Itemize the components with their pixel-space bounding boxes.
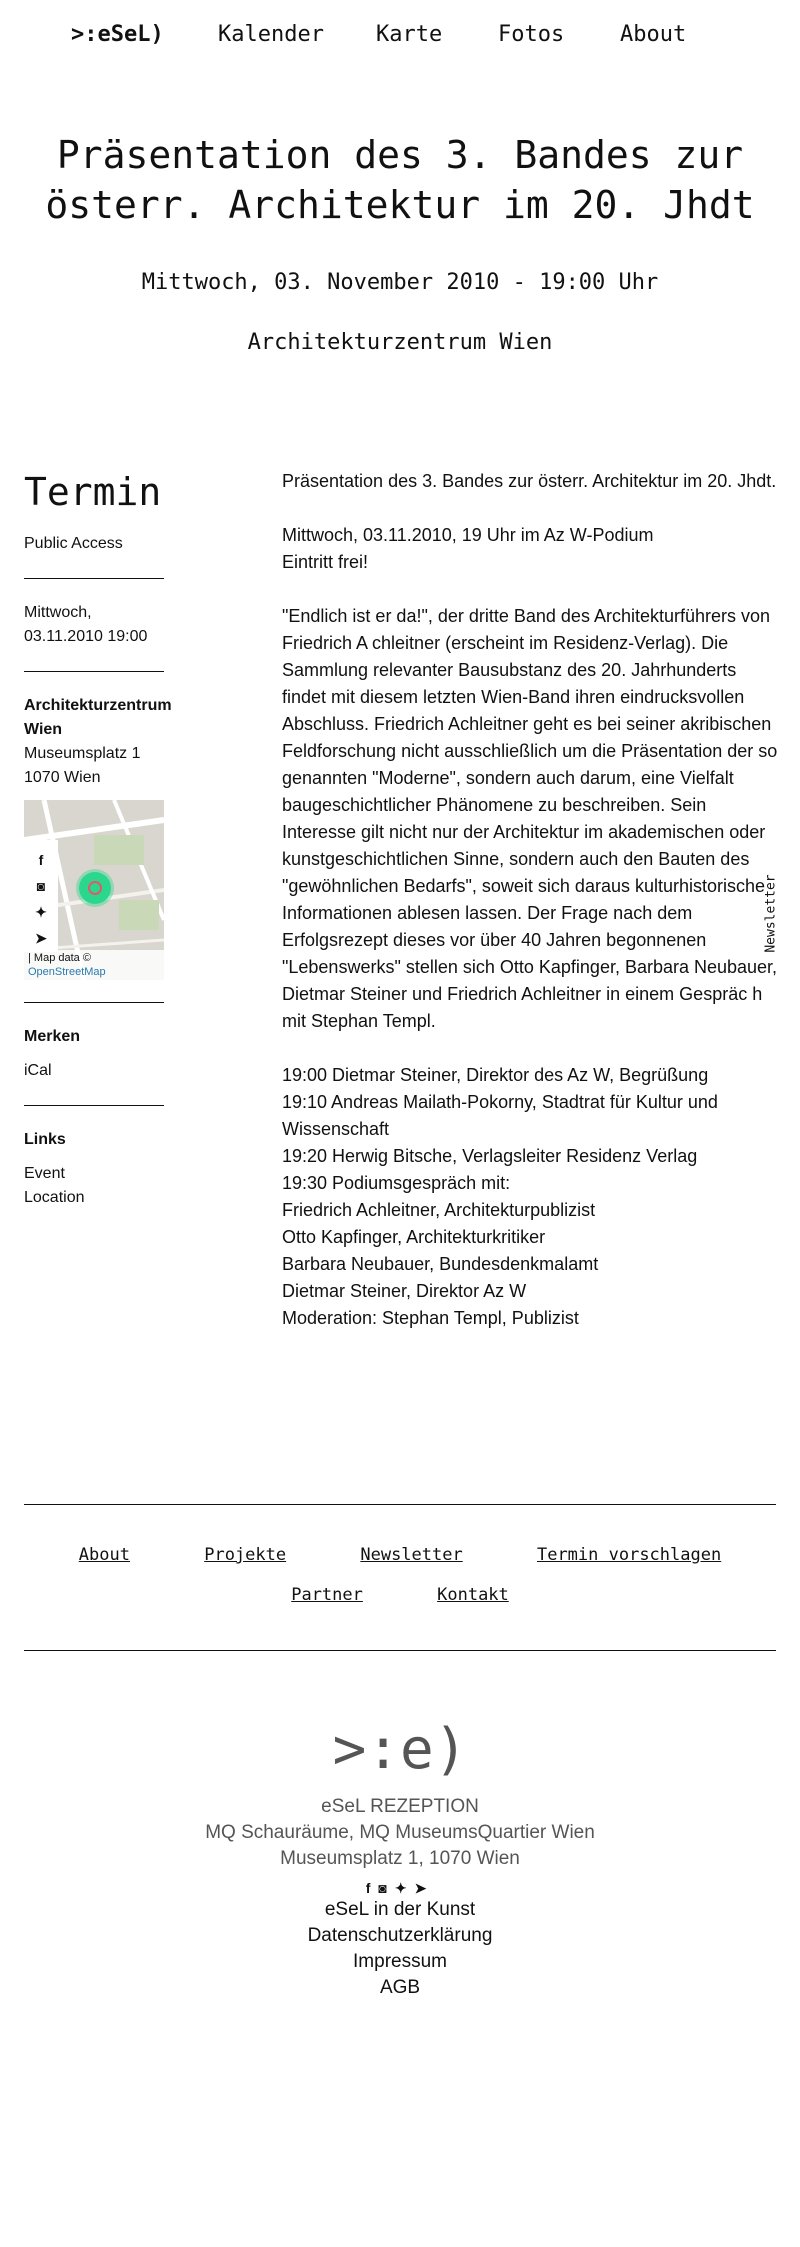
map-marker[interactable]	[79, 872, 111, 904]
footer-org: eSeL REZEPTION	[321, 1796, 479, 1817]
footer-divider	[24, 1650, 776, 1651]
footer-divider	[24, 1504, 776, 1505]
sidebar-heading: Termin	[24, 470, 162, 514]
ical-link[interactable]: iCal	[24, 1062, 52, 1079]
map-attribution	[24, 950, 164, 980]
footer-link-agb[interactable]: AGB	[379, 1977, 421, 1998]
divider	[24, 578, 164, 579]
instagram-icon[interactable]: ◙	[36, 878, 46, 894]
newsletter-tab[interactable]	[760, 870, 780, 960]
event-description	[282, 468, 782, 1359]
map-data-label: | Map data ©	[28, 952, 91, 964]
telegram-icon[interactable]: ➤	[414, 1880, 435, 1896]
osm-link[interactable]: OpenStreetMap	[28, 966, 106, 978]
nav-link-kalender[interactable]: Kalender	[218, 22, 324, 47]
event-link[interactable]: Event	[24, 1165, 65, 1182]
footer-location: MQ Schauräume, MQ MuseumsQuartier Wien	[205, 1822, 595, 1843]
divider	[24, 1002, 164, 1003]
links-heading: Links	[24, 1131, 66, 1148]
divider	[24, 671, 164, 672]
page-title: Präsentation des 3. Bandes zur österr. Architektur im 20. Jhdt	[45, 133, 755, 227]
description-when: Mittwoch, 03.11.2010, 19 Uhr im Az W-Podium Eintritt frei!	[282, 525, 654, 572]
location-link[interactable]: Location	[24, 1189, 85, 1206]
description-program: 19:00 Dietmar Steiner, Direktor des Az W, Begrüßung 19:10 Andreas Mailath-Pokorny, Stadtrat für Kultur und Wissenschaft 19:20 Herwig Bitsche, Verlagsleiter Residenz Verlag 19:30 Podiumsgespräch mit: Friedrich Achleitner, Architekturpublizist Otto Kapfinger, Architekturkritiker Barbara Neubauer, Bundesdenkmalamt Dietmar Steiner, Direktor Az W Moderation: Stephan Templ, Publizist	[282, 1065, 718, 1328]
footer-link-projekte[interactable]: Projekte	[204, 1545, 287, 1565]
location-map[interactable]	[24, 800, 164, 980]
footer-link-partner[interactable]: Partner	[291, 1585, 363, 1605]
footer-link-kontakt[interactable]: Kontakt	[437, 1585, 509, 1605]
site-logo[interactable]: >:eSeL)	[71, 22, 164, 47]
telegram-icon[interactable]: ➤	[35, 930, 47, 946]
merken-heading: Merken	[24, 1028, 81, 1045]
instagram-icon[interactable]: ◙	[378, 1880, 395, 1896]
access-label: Public Access	[24, 535, 123, 552]
event-datetime: Mittwoch, 03. November 2010 - 19:00 Uhr	[141, 270, 659, 295]
footer-link-termin-vorschlagen[interactable]: Termin vorschlagen	[536, 1545, 722, 1565]
venue-name: Architekturzentrum Wien	[24, 697, 172, 738]
description-body: "Endlich ist er da!", der dritte Band des Architekturführers von Friedrich A chleitner (erscheint im Residenz-Verlag). Die Sammlung relevanter Bausubstanz des 20. Jahrhunderts findet mit diesem letzten Wien-Band ihren eindrucksvollen Abschluss. Friedrich Achleitner geht es bei seiner akribischen Feldforschung nicht ausschließlich um die Präsentation der so genannten "Moderne", sondern auch darum, eine Vielfalt baugeschichtlicher Phänomene zu beschreiben. Sein Interesse gilt nicht nur der Architektur im akademischen oder kunstgeschichtlichen Sinne, sondern auch den Bauten des "gewöhnlichen Bedarfs", soweit sich daraus kulturhistorische Informationen ablesen lassen. Der Frage nach dem Erfolgsrezept dieses vor über 40 Jahren begonnenen "Lebenswerks" stellen sich Otto Kapfinger, Barbara Neubauer, Dietmar Steiner und Friedrich Achleitner in einem Gespräc h mit Stephan Templ.	[282, 606, 778, 1031]
footer-nav-row2	[24, 1585, 776, 1605]
twitter-icon[interactable]: ✦	[35, 904, 47, 920]
footer-link-newsletter[interactable]: Newsletter	[360, 1545, 463, 1565]
nav-link-karte[interactable]: Karte	[376, 22, 443, 47]
event-venue: Architekturzentrum Wien	[247, 330, 553, 355]
nav-link-about[interactable]: About	[620, 22, 687, 47]
event-date-line2: 03.11.2010 19:00	[24, 628, 148, 645]
footer-link-kunst[interactable]: eSeL in der Kunst	[324, 1899, 476, 1920]
footer-link-impressum[interactable]: Impressum	[353, 1951, 447, 1972]
event-date-line1: Mittwoch,	[24, 604, 92, 621]
newsletter-tab-label: Newsletter	[763, 874, 779, 953]
divider	[24, 1105, 164, 1106]
floating-social-bar	[24, 840, 58, 952]
nav-link-fotos[interactable]: Fotos	[498, 22, 565, 47]
venue-city: 1070 Wien	[24, 769, 101, 786]
footer-link-about[interactable]: About	[78, 1545, 130, 1565]
description-intro: Präsentation des 3. Bandes zur österr. Architektur im 20. Jhdt.	[282, 471, 777, 491]
footer-nav-row1	[24, 1545, 776, 1565]
event-sidebar	[24, 470, 172, 1210]
footer-link-datenschutz[interactable]: Datenschutzerklärung	[307, 1925, 493, 1946]
facebook-icon[interactable]: f	[38, 852, 44, 868]
footer-logo: >:e)	[332, 1717, 468, 1782]
footer-social	[0, 1880, 800, 1897]
venue-street: Museumsplatz 1	[24, 745, 141, 762]
facebook-icon[interactable]: f	[365, 1880, 379, 1896]
twitter-icon[interactable]: ✦	[394, 1880, 415, 1896]
footer-address: Museumsplatz 1, 1070 Wien	[280, 1848, 520, 1869]
top-navigation	[0, 22, 800, 52]
site-footer	[0, 1717, 800, 2001]
